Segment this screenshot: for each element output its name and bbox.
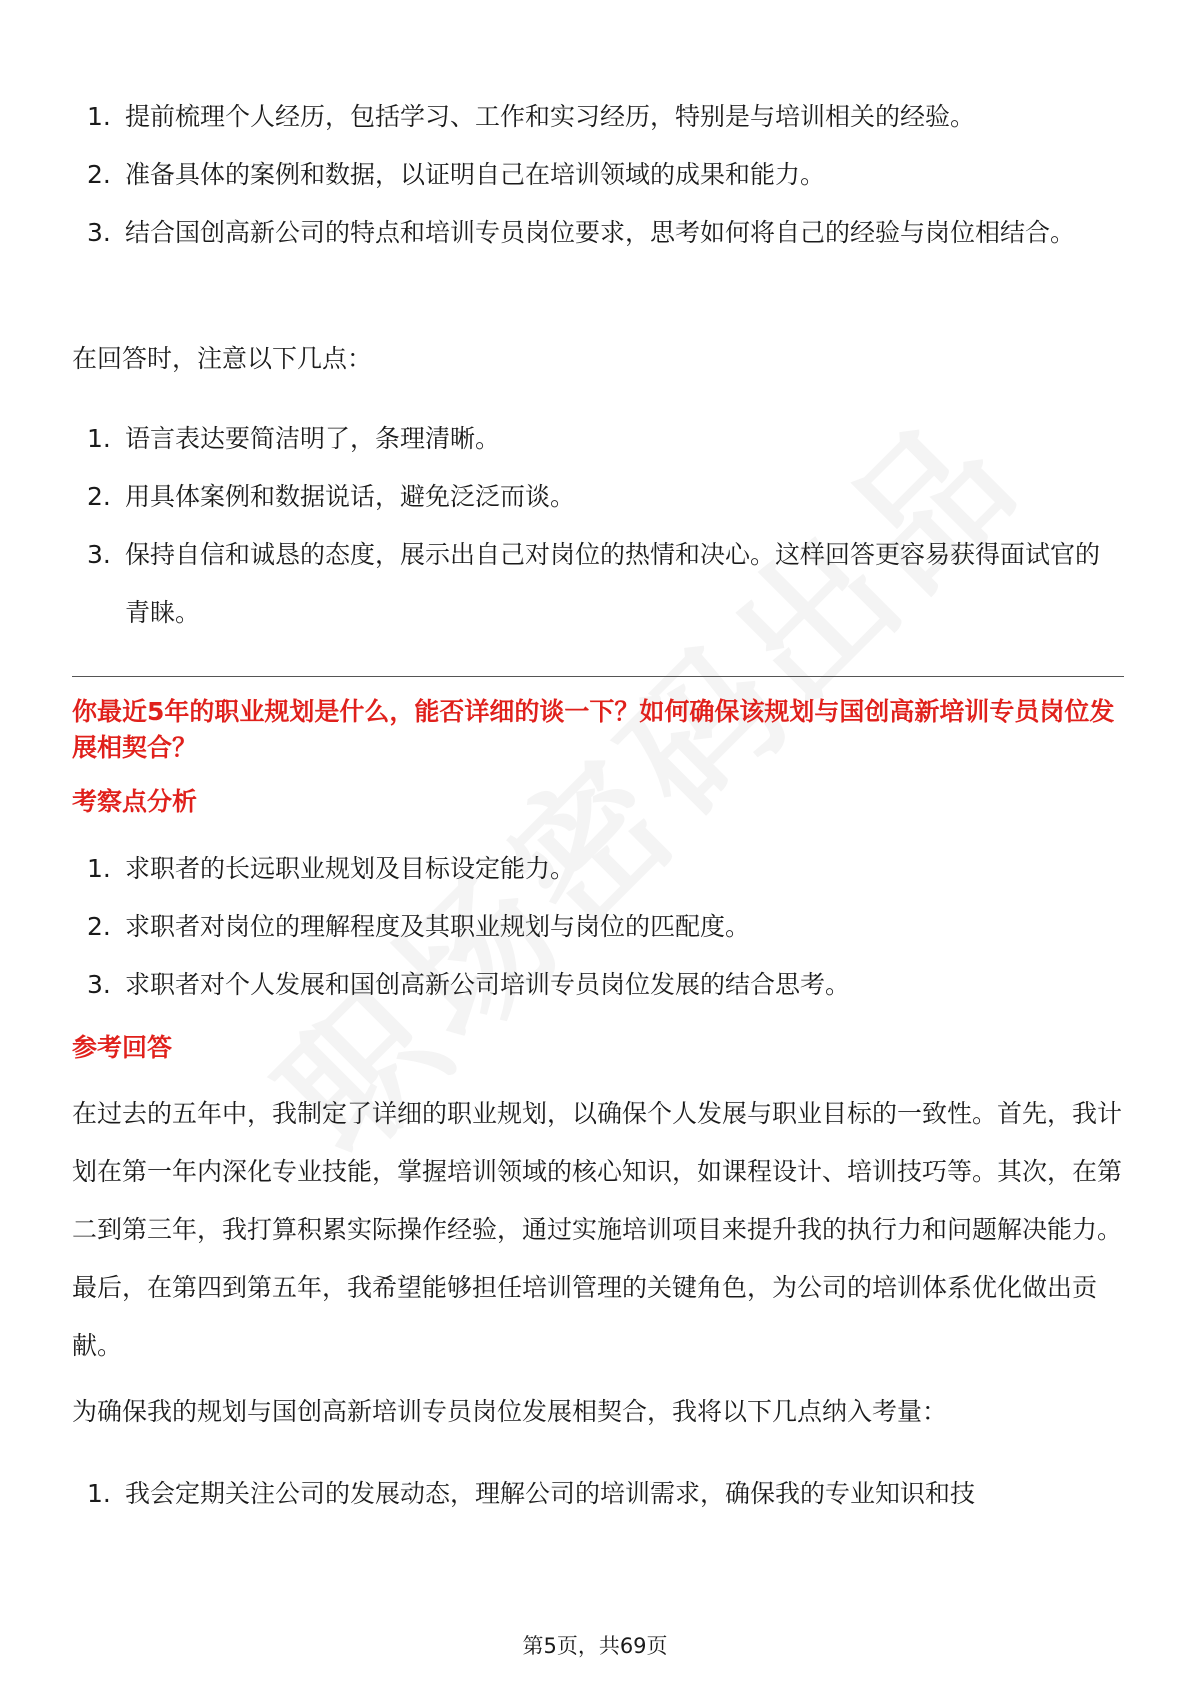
list-number: 2. <box>87 160 111 189</box>
page-footer: 第5页，共69页 <box>522 1634 668 1658</box>
list-item <box>72 840 1124 898</box>
list-item <box>72 146 1124 204</box>
list-number: 1. <box>87 102 111 131</box>
list-item <box>72 468 1124 526</box>
list-text: 结合国创高新公司的特点和培训专员岗位要求，思考如何将自己的经验与岗位相结合。 <box>125 218 1076 247</box>
analysis-list <box>72 840 1124 1014</box>
list-item <box>72 410 1124 468</box>
alignment-list <box>72 1465 1124 1523</box>
list-text: 准备具体的案例和数据，以证明自己在培训领域的成果和能力。 <box>125 160 826 189</box>
list-item <box>72 1465 1124 1523</box>
list-text: 保持自信和诚恳的态度，展示出自己对岗位的热情和决心。这样回答更容易获得面试官的青睐。 <box>125 540 1101 627</box>
analysis-heading: 考察点分析 <box>72 787 198 816</box>
answer-paragraph-2: 为确保我的规划与国创高新培训专员岗位发展相契合，我将以下几点纳入考量： <box>72 1397 948 1426</box>
intro-paragraph: 在回答时，注意以下几点： <box>72 344 373 373</box>
list-item <box>72 898 1124 956</box>
question-heading: 你最近5年的职业规划是什么，能否详细的谈一下？如何确保该规划与国创高新培训专员岗位发展相契合？ <box>72 697 1115 762</box>
list-text: 语言表达要简洁明了，条理清晰。 <box>125 424 501 453</box>
list-number: 3. <box>87 218 111 247</box>
list-text: 提前梳理个人经历，包括学习、工作和实习经历，特别是与培训相关的经验。 <box>125 102 976 131</box>
answer-heading: 参考回答 <box>72 1033 173 1062</box>
list-text: 用具体案例和数据说话，避免泛泛而谈。 <box>125 482 576 511</box>
list-number: 1. <box>87 424 111 453</box>
list-number: 3. <box>87 540 111 569</box>
list-item <box>72 526 1124 642</box>
list-number: 2. <box>87 912 111 941</box>
list-text: 求职者的长远职业规划及目标设定能力。 <box>125 854 576 883</box>
list-text: 求职者对个人发展和国创高新公司培训专员岗位发展的结合思考。 <box>125 970 851 999</box>
list-text: 求职者对岗位的理解程度及其职业规划与岗位的匹配度。 <box>125 912 751 941</box>
section-divider <box>72 676 1124 677</box>
list-text: 我会定期关注公司的发展动态，理解公司的培训需求，确保我的专业知识和技 <box>125 1479 976 1508</box>
list-number: 3. <box>87 970 111 999</box>
answer-paragraph: 在过去的五年中，我制定了详细的职业规划，以确保个人发展与职业目标的一致性。首先，我计划在第一年内深化专业技能，掌握培训领域的核心知识，如课程设计、培训技巧等。其次，在第二到第三年，我打算积累实际操作经验，通过实施培训项目来提升我的执行力和问题解决能力。最后，在第四到第五年，我希望能够担任培训管理的关键角色，为公司的培训体系优化做出贡献。 <box>72 1099 1123 1360</box>
list-item <box>72 204 1124 262</box>
list-number: 2. <box>87 482 111 511</box>
list-item <box>72 88 1124 146</box>
tips-list <box>72 410 1124 642</box>
list-item <box>72 956 1124 1014</box>
list-number: 1. <box>87 854 111 883</box>
list-number: 1. <box>87 1479 111 1508</box>
prep-list <box>72 88 1124 262</box>
